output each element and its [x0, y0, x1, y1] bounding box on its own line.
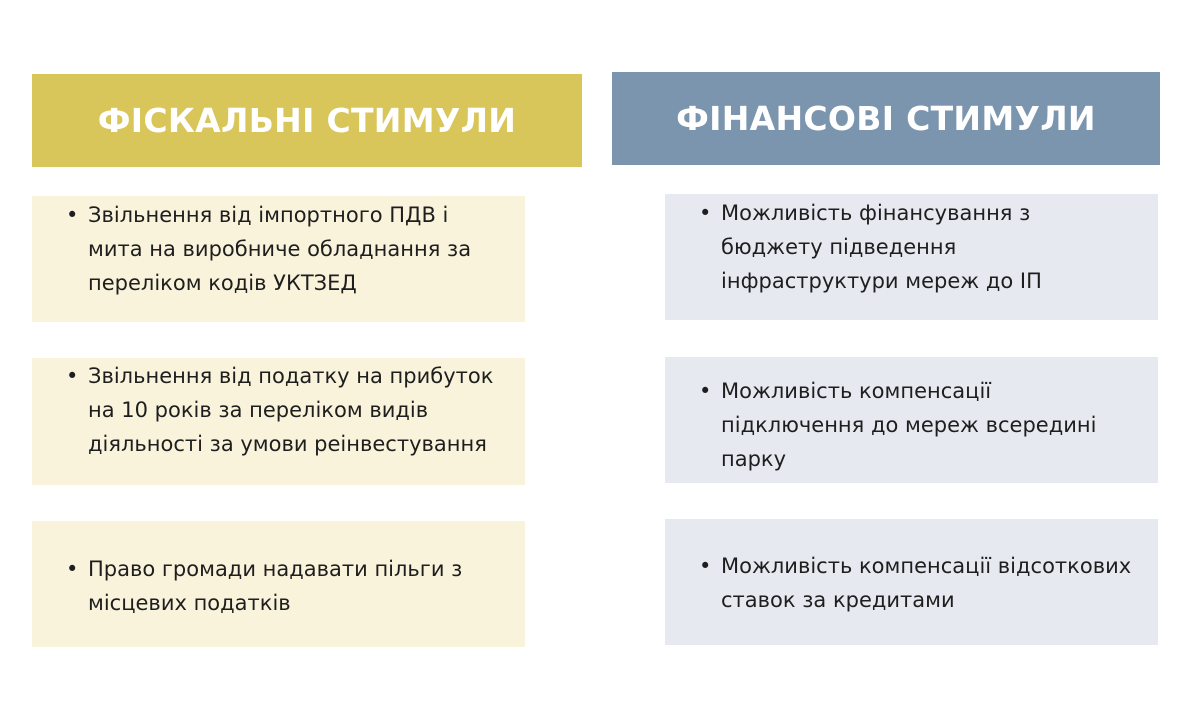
financial-incentive-text: Можливість компенсації відсоткових ставок за кредитами — [721, 554, 1132, 612]
fiscal-incentive-text: Право громади надавати пільги з місцевих податків — [88, 557, 463, 615]
fiscal-incentive-card — [32, 358, 525, 485]
fiscal-incentive-card — [32, 521, 525, 647]
fiscal-incentive-text: Звільнення від податку на прибуток на 10 років за переліком видів діяльності за умови реінвестування — [88, 364, 494, 456]
bullet-icon: • — [699, 379, 712, 403]
fiscal-incentives-title: ФІСКАЛЬНІ СТИМУЛИ — [97, 101, 517, 140]
bullet-icon: • — [699, 554, 712, 578]
financial-incentives-header — [612, 72, 1160, 165]
financial-incentive-card — [665, 519, 1158, 645]
bullet-icon: • — [66, 557, 79, 581]
financial-incentive-text: Можливість компенсації підключення до мереж всередині парку — [721, 379, 1097, 471]
fiscal-incentive-text: Звільнення від імпортного ПДВ і мита на виробниче обладнання за переліком кодів УКТЗЕД — [88, 203, 472, 295]
fiscal-incentives-header — [32, 74, 582, 167]
bullet-icon: • — [66, 364, 79, 388]
financial-incentive-card — [665, 357, 1158, 483]
bullet-icon: • — [699, 201, 712, 225]
financial-incentive-card — [665, 194, 1158, 320]
financial-incentives-title: ФІНАНСОВІ СТИМУЛИ — [676, 99, 1096, 138]
fiscal-incentive-card — [32, 196, 525, 322]
bullet-icon: • — [66, 203, 79, 227]
financial-incentive-text: Можливість фінансування з бюджету підведення інфраструктури мереж до ІП — [721, 201, 1042, 293]
